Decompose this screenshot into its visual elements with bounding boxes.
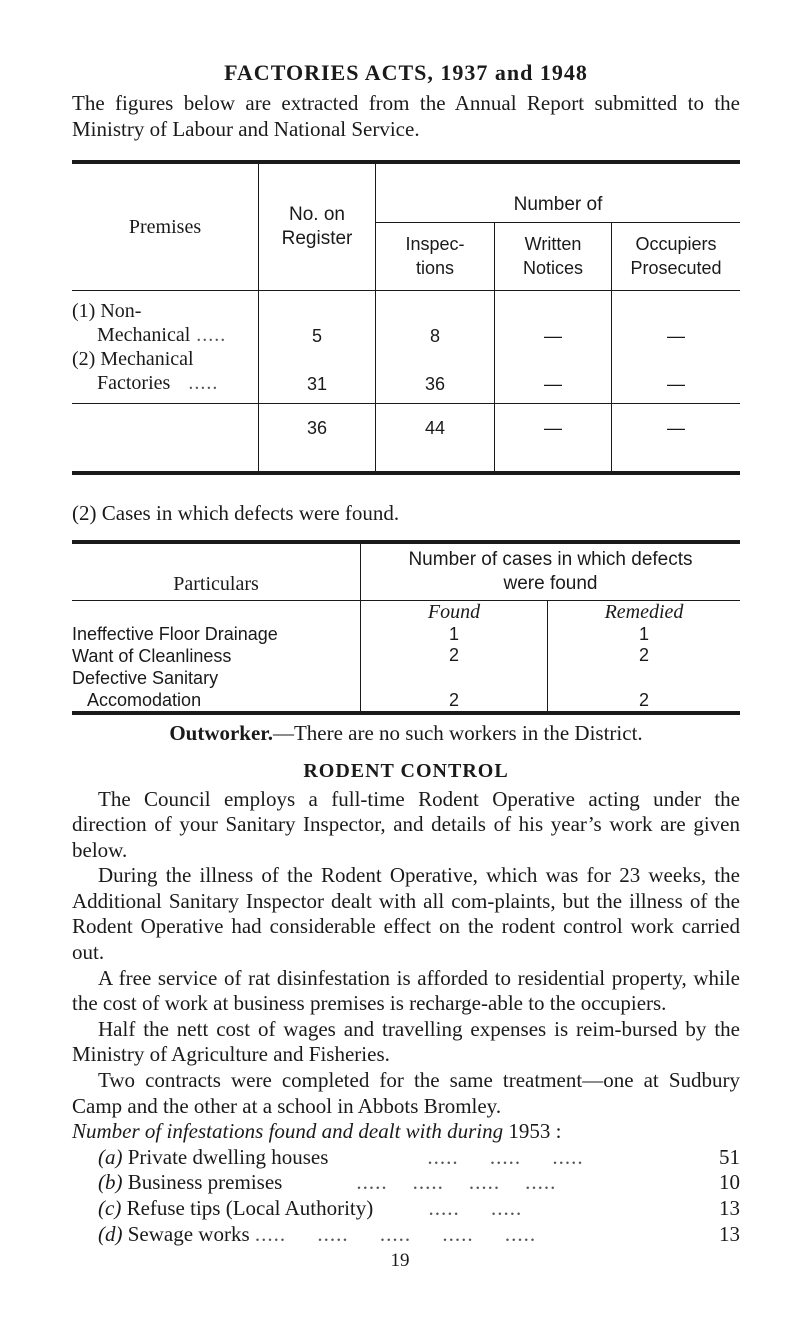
paragraph: The Council employs a full-time Rodent Operative acting under the direction of your Sanitary Inspector, and details of his year’s work are given below.: [72, 786, 740, 862]
document-page: [72, 60, 740, 1247]
paragraph: Half the nett cost of wages and travelling expenses is reim-bursed by the Ministry of Agriculture and Fisheries.: [72, 1016, 740, 1067]
header-number-of: Number of: [376, 162, 741, 222]
table-row: Want of Cleanliness 2 2: [72, 645, 740, 667]
totals-row: 36 44 — —: [72, 403, 740, 473]
page-number: 19: [390, 1250, 410, 1271]
infestations-heading: Number of infestations found and dealt with during 1953 :: [72, 1119, 562, 1144]
header-remedied: Remedied: [604, 600, 684, 623]
header-found: Found: [427, 600, 481, 623]
header-register: No. on Register: [259, 162, 376, 290]
paragraph: Two contracts were completed for the same treatment—one at Sudbury Camp and the other at a school in Abbots Bromley.: [72, 1068, 740, 1118]
list-item: (b) Business premises ..... ..... ..... ..... 10: [98, 1170, 740, 1195]
paragraph: During the illness of the Rodent Operative, which was for 23 weeks, the Additional Sanitary Inspector dealt with all com-plaints, but the illness of the Rodent Operative had considerable effect on the rodent control work carried out.: [72, 863, 740, 965]
outworker-line: Outworker.—There are no such workers in the District.: [169, 720, 643, 745]
table-row: Defective Sanitary Accomodation 2 2: [72, 667, 740, 713]
list-item: (d) Sewage works ..... ..... ..... ..... ..... 13: [98, 1221, 740, 1246]
rodent-heading: RODENT CONTROL: [303, 759, 509, 782]
defects-table: Particulars Number of cases in which defects were found Ineffective Floor Drainage Found 1 Remedied 1 Want of Cleanliness 2 2 Defective Sanitary Accomodation 2 2: [72, 540, 740, 715]
table-row: (2) Mechanical Factories ..... 31 36 — —: [72, 347, 740, 404]
section2-heading: (2) Cases in which defects were found.: [72, 501, 400, 525]
page-title: FACTORIES ACTS, 1937 and 1948: [224, 60, 588, 85]
list-item: (a) Private dwelling houses ..... ..... ..... 51: [98, 1144, 740, 1169]
header-notices: Written Notices: [495, 222, 612, 290]
table-row: (1) Non- Mechanical ..... 5 8 — —: [72, 290, 740, 347]
header-inspections: Inspec- tions: [376, 222, 495, 290]
header-particulars: Particulars: [173, 572, 259, 595]
header-prosecuted: Occupiers Prosecuted: [612, 222, 741, 290]
header-premises: Premises: [128, 215, 202, 238]
intro-text: The figures below are extracted from the Annual Report submitted to the Ministry of Labour and National Service.: [72, 91, 740, 141]
infestations-list: [72, 1145, 740, 1247]
list-item: (c) Refuse tips (Local Authority) ..... ..... 13: [98, 1196, 740, 1220]
table-row-label: Ineffective Floor Drainage: [72, 600, 361, 645]
header-number-cases: Number of cases in which defects were found: [361, 542, 741, 600]
factories-table: [72, 160, 740, 475]
paragraph: A free service of rat disinfestation is afforded to residential property, while the cost of work at business premises is recharge-able to the occupiers.: [72, 965, 740, 1016]
